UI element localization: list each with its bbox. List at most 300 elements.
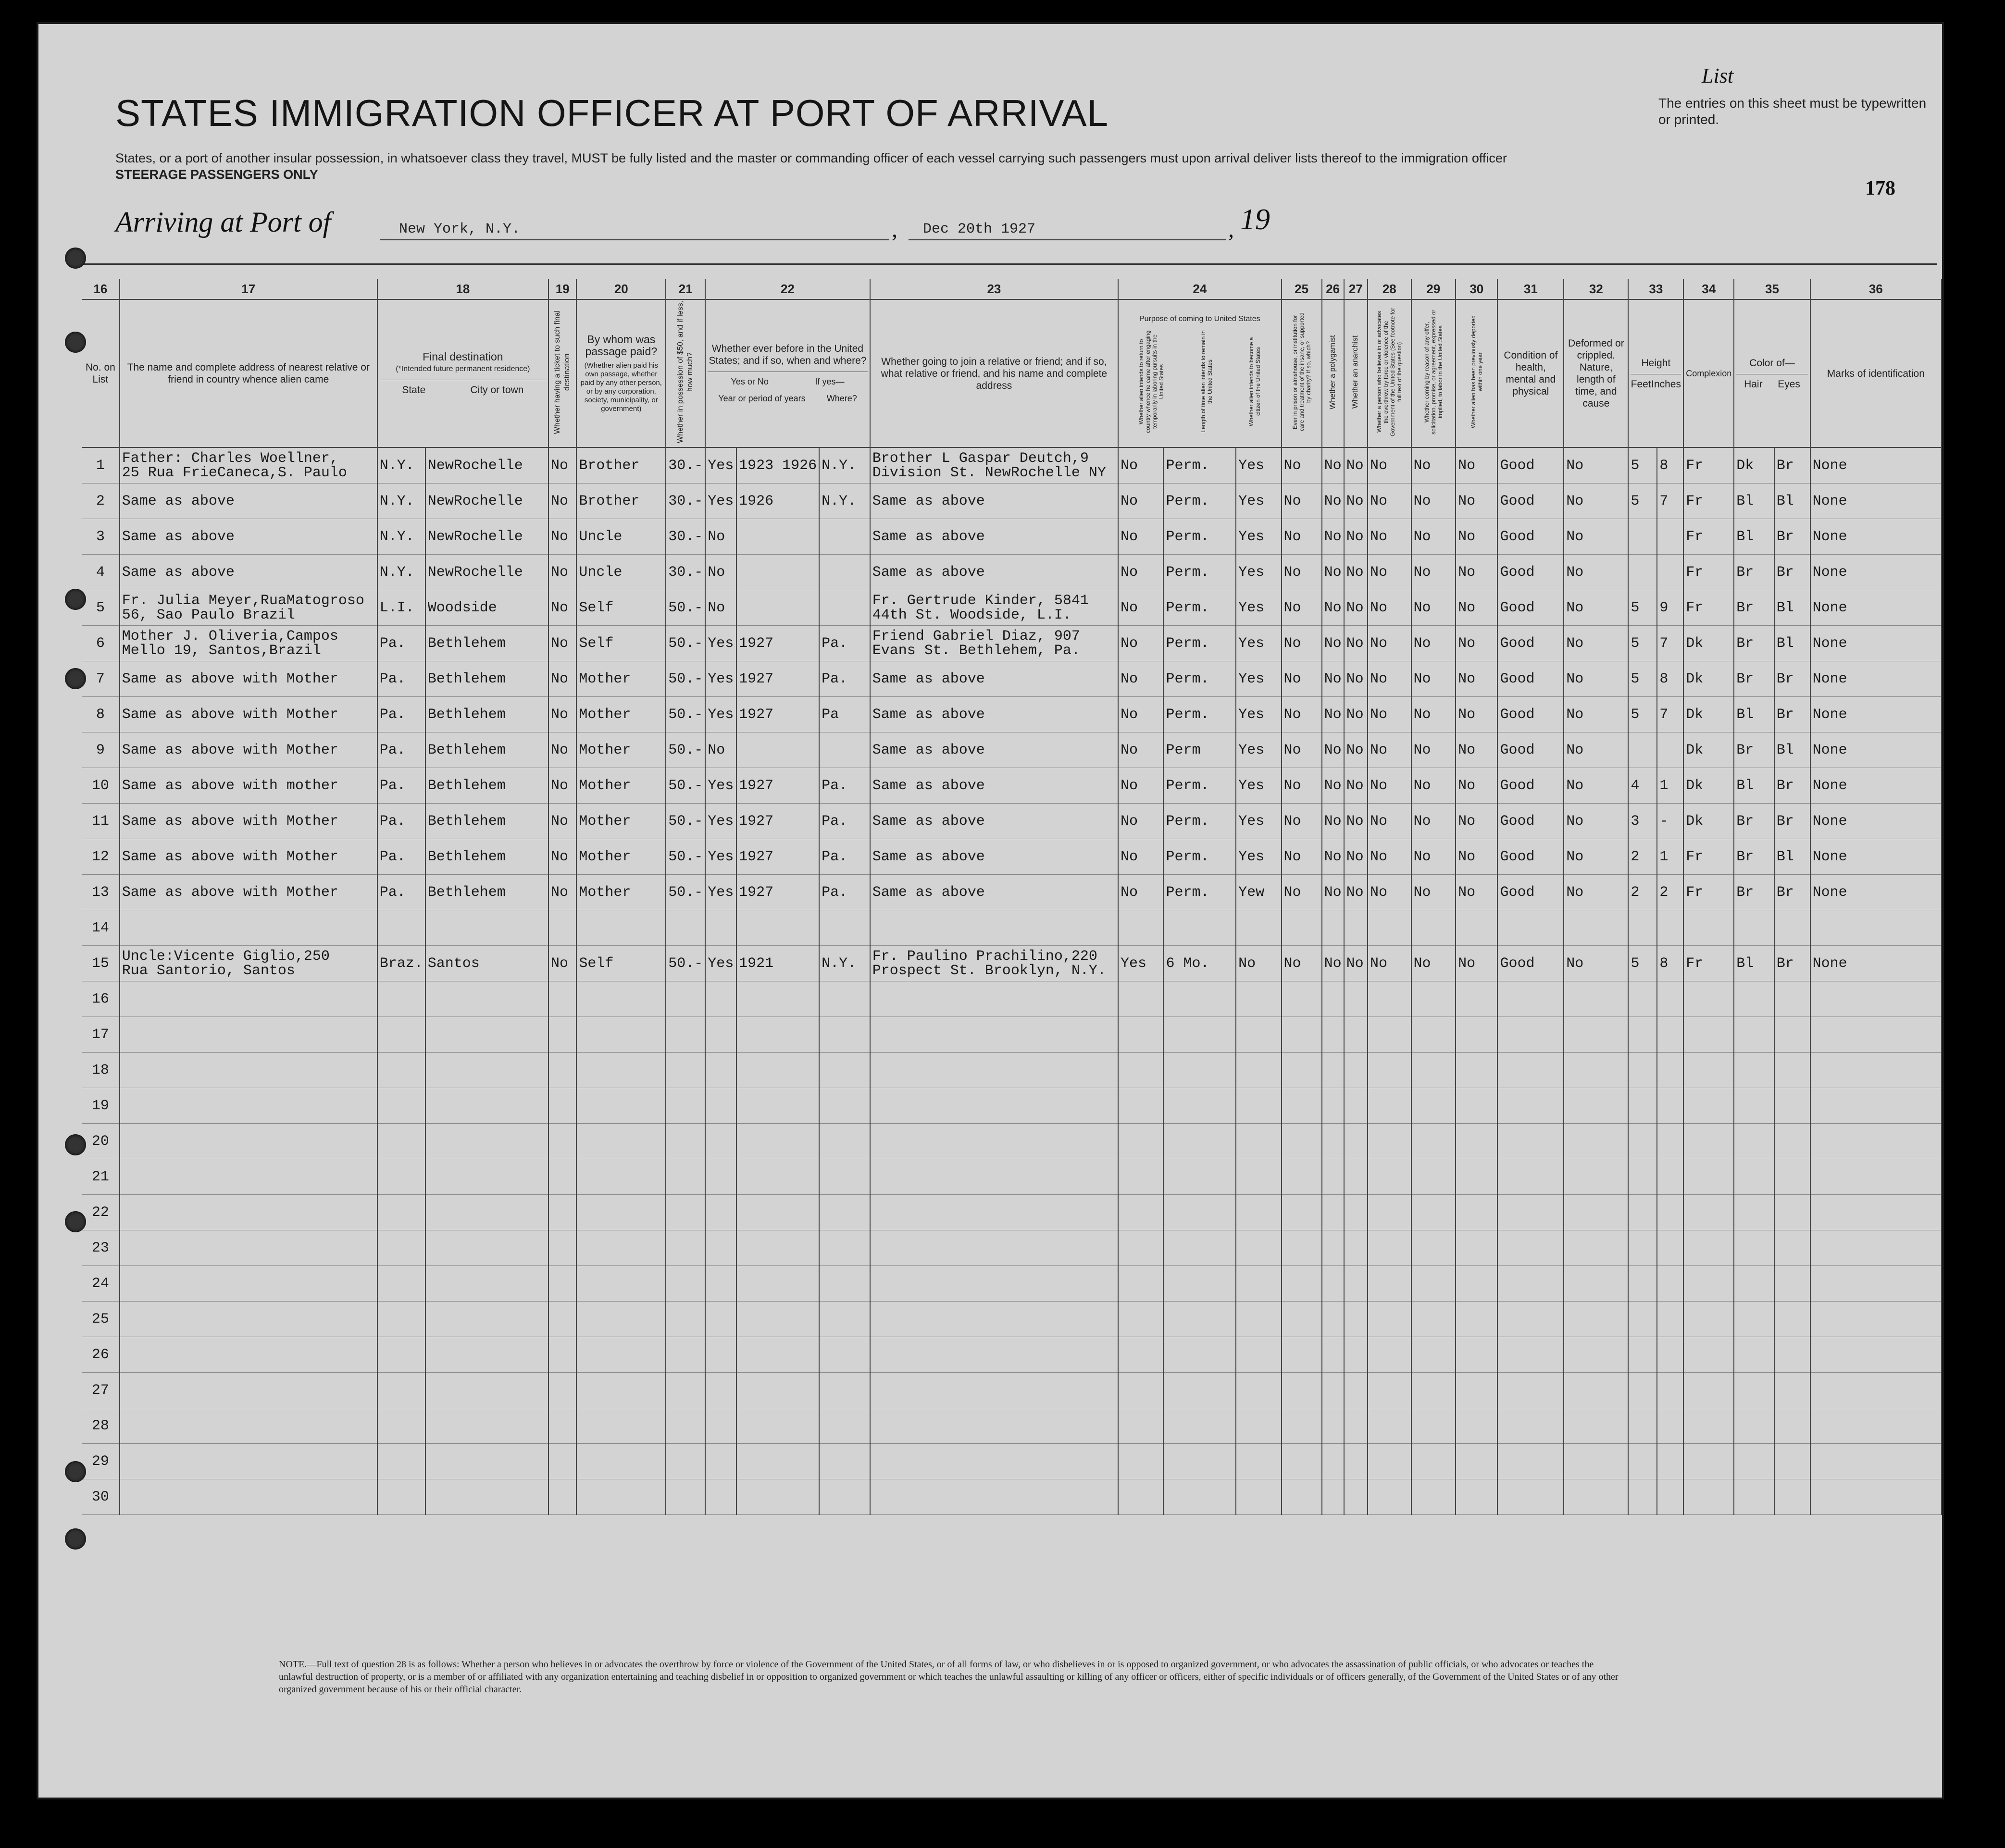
ticket-cell: No [548,839,576,875]
where-cell: Pa. [819,768,870,804]
ft-cell [1628,1088,1657,1124]
marks-cell: None [1810,732,1942,768]
eyes-cell [1774,1195,1810,1230]
paid-cell: Self [576,946,666,981]
yn-cell: No [705,732,736,768]
c27-cell [1344,1195,1368,1230]
p2-cell [1163,981,1236,1017]
yr-cell [736,1266,819,1302]
health-cell [1497,1053,1564,1088]
p3-cell: Yes [1236,839,1281,875]
city-cell: Bethlehem [425,661,548,697]
c29-cell [1411,1266,1456,1302]
joining-cell [870,1337,1118,1373]
city-cell: NewRochelle [425,484,548,519]
p2-cell: Perm. [1163,804,1236,839]
c30-cell: No [1456,839,1497,875]
money-cell: 30.- [666,519,705,555]
eyes-cell [1774,1159,1810,1195]
table-row [82,1444,1942,1479]
ticket-cell [548,1088,576,1124]
c26-cell: No [1322,590,1344,626]
city-cell: NewRochelle [425,555,548,590]
manifest-table [82,279,1942,1515]
table-row [82,484,1942,519]
no-cell: 25 [82,1302,120,1337]
joining-cell: Same as above [870,732,1118,768]
yn-cell: No [705,519,736,555]
ticket-cell: No [548,626,576,661]
p3-cell [1236,1159,1281,1195]
deformed-cell [1564,981,1628,1017]
c27-cell [1344,1017,1368,1053]
city-cell [425,1408,548,1444]
deformed-cell: No [1564,519,1628,555]
hair-cell: Bl [1734,768,1774,804]
relative-cell [120,1479,377,1515]
money-cell [666,1302,705,1337]
joining-cell: Same as above [870,768,1118,804]
ft-cell: 5 [1628,661,1657,697]
ticket-cell: No [548,661,576,697]
yn-cell: Yes [705,447,736,484]
ticket-cell: No [548,732,576,768]
c26-cell [1322,1017,1344,1053]
c26-cell: No [1322,768,1344,804]
hair-cell [1734,1373,1774,1408]
ticket-cell [548,1408,576,1444]
paid-cell: Brother [576,447,666,484]
city-cell [425,1266,548,1302]
hair-cell [1734,1053,1774,1088]
p1-cell [1118,1266,1163,1302]
paid-cell: Mother [576,804,666,839]
ticket-cell [548,1053,576,1088]
p3-cell [1236,1373,1281,1408]
p2-cell [1163,1230,1236,1266]
c27-cell: No [1344,519,1368,555]
yr-cell [736,1373,819,1408]
comp-cell: Fr [1683,447,1734,484]
deformed-cell [1564,1373,1628,1408]
marks-cell [1810,1266,1942,1302]
c28-cell [1368,1302,1411,1337]
ft-cell: 5 [1628,626,1657,661]
page-number: 178 [1865,177,1895,199]
p3-cell [1236,1444,1281,1479]
hair-cell: Br [1734,875,1774,910]
city-cell: Bethlehem [425,732,548,768]
c25-cell [1282,1302,1322,1337]
in-cell: - [1657,804,1683,839]
list-note: The entries on this sheet must be typewritten or printed. [1658,96,1927,127]
relative-cell [120,1444,377,1479]
joining-cell: Same as above [870,555,1118,590]
c26-cell [1322,981,1344,1017]
table-row [82,946,1942,981]
c30-cell [1456,1230,1497,1266]
where-cell [819,1017,870,1053]
in-cell: 8 [1657,946,1683,981]
city-cell [425,1053,548,1088]
no-cell: 17 [82,1017,120,1053]
c26-cell [1322,1337,1344,1373]
c27-cell [1344,981,1368,1017]
hair-cell [1734,1159,1774,1195]
state-cell: Pa. [377,626,425,661]
c28-cell: No [1368,447,1411,484]
c25-cell [1282,1408,1322,1444]
deformed-cell: No [1564,946,1628,981]
c25-cell: No [1282,697,1322,732]
c30-cell [1456,910,1497,946]
deformed-cell: No [1564,875,1628,910]
p1-cell [1118,1195,1163,1230]
city-cell [425,1195,548,1230]
c30-cell: No [1456,768,1497,804]
p1-cell: No [1118,875,1163,910]
c30-cell: No [1456,875,1497,910]
money-cell [666,1337,705,1373]
arrival-date: Dec 20th 1927 [923,221,1036,237]
hair-cell [1734,1088,1774,1124]
c25-cell: No [1282,447,1322,484]
in-cell [1657,910,1683,946]
ticket-cell [548,1159,576,1195]
c27-cell: No [1344,946,1368,981]
no-cell: 7 [82,661,120,697]
p1-cell: No [1118,447,1163,484]
table-row [82,875,1942,910]
c25-cell [1282,1266,1322,1302]
c27-cell [1344,1053,1368,1088]
comp-cell [1683,1159,1734,1195]
c28-cell [1368,1408,1411,1444]
health-cell: Good [1497,768,1564,804]
ticket-cell: No [548,804,576,839]
state-cell: N.Y. [377,555,425,590]
joining-cell: Fr. Paulino Prachilino,220 Prospect St. Brooklyn, N.Y. [870,946,1118,981]
yn-cell [705,1053,736,1088]
c27-cell: No [1344,447,1368,484]
health-cell [1497,1444,1564,1479]
c25-cell [1282,1337,1322,1373]
city-cell [425,1479,548,1515]
yr-cell [736,1159,819,1195]
table-row [82,590,1942,626]
comp-cell [1683,1088,1734,1124]
p2-cell: 6 Mo. [1163,946,1236,981]
c26-cell: No [1322,519,1344,555]
hair-cell [1734,1408,1774,1444]
table-row [82,1479,1942,1515]
city-cell [425,1088,548,1124]
c30-cell [1456,1337,1497,1373]
comp-cell [1683,1053,1734,1088]
state-cell [377,1053,425,1088]
yn-cell: Yes [705,697,736,732]
p3-cell [1236,910,1281,946]
paid-cell [576,1159,666,1195]
no-cell: 12 [82,839,120,875]
c28-cell: No [1368,590,1411,626]
yn-cell [705,1337,736,1373]
yr-cell: 1927 [736,804,819,839]
deformed-cell [1564,910,1628,946]
c28-cell: No [1368,946,1411,981]
no-cell: 22 [82,1195,120,1230]
p2-cell [1163,1159,1236,1195]
c25-cell [1282,1159,1322,1195]
no-cell: 16 [82,981,120,1017]
c27-cell: No [1344,839,1368,875]
p2-cell [1163,910,1236,946]
in-cell: 9 [1657,590,1683,626]
comp-cell [1683,1195,1734,1230]
c26-cell [1322,1373,1344,1408]
paid-cell [576,1088,666,1124]
relative-cell: Same as above [120,555,377,590]
deformed-cell [1564,1195,1628,1230]
c26-cell: No [1322,875,1344,910]
comp-cell: Fr [1683,555,1734,590]
yr-cell [736,1195,819,1230]
yn-cell [705,1017,736,1053]
money-cell: 50.- [666,661,705,697]
deformed-cell: No [1564,697,1628,732]
where-cell: Pa. [819,875,870,910]
c26-cell [1322,1479,1344,1515]
comp-cell: Fr [1683,484,1734,519]
ticket-cell [548,1337,576,1373]
c28-cell [1368,1053,1411,1088]
comp-cell [1683,1302,1734,1337]
p1-cell [1118,1408,1163,1444]
state-cell [377,1408,425,1444]
no-cell: 15 [82,946,120,981]
money-cell [666,1017,705,1053]
hair-cell: Br [1734,590,1774,626]
money-cell [666,1444,705,1479]
p3-cell [1236,1124,1281,1159]
table-row [82,910,1942,946]
c28-cell [1368,1088,1411,1124]
ft-cell [1628,1124,1657,1159]
where-cell [819,1479,870,1515]
table-row [82,1302,1942,1337]
c29-cell [1411,1088,1456,1124]
table-row [82,697,1942,732]
p3-cell [1236,1053,1281,1088]
p3-cell: Yes [1236,519,1281,555]
p3-cell [1236,1088,1281,1124]
hair-cell [1734,1337,1774,1373]
joining-cell: Friend Gabriel Diaz, 907 Evans St. Bethlehem, Pa. [870,626,1118,661]
ft-cell [1628,1195,1657,1230]
c25-cell: No [1282,946,1322,981]
money-cell: 50.- [666,804,705,839]
c26-cell [1322,1408,1344,1444]
c28-cell [1368,1266,1411,1302]
city-cell [425,1444,548,1479]
money-cell: 50.- [666,697,705,732]
c27-cell: No [1344,875,1368,910]
paid-cell [576,1373,666,1408]
c29-cell [1411,1053,1456,1088]
deformed-cell [1564,1444,1628,1479]
p2-cell [1163,1302,1236,1337]
city-cell: NewRochelle [425,519,548,555]
c27-cell [1344,1479,1368,1515]
c25-cell: No [1282,519,1322,555]
marks-cell [1810,1124,1942,1159]
deformed-cell [1564,1088,1628,1124]
instructions-text: States, or a port of another insular possession, in whatsoever class they travel, MUST be fully listed and the master or commanding officer of each vessel carrying such passengers must upon arrival deliver lists thereof to the immigration officer STEERAGE PASSENGERS ONLY [115,151,1507,182]
hair-cell: Bl [1734,946,1774,981]
marks-cell [1810,1373,1942,1408]
state-cell: N.Y. [377,484,425,519]
yn-cell: Yes [705,804,736,839]
where-cell [819,519,870,555]
page-title: STATES IMMIGRATION OFFICER AT PORT OF ARRIVAL [115,92,1109,134]
paid-cell [576,1195,666,1230]
city-cell: NewRochelle [425,447,548,484]
eyes-cell: Br [1774,447,1810,484]
ticket-cell: No [548,768,576,804]
c28-cell: No [1368,555,1411,590]
c29-cell [1411,981,1456,1017]
eyes-cell: Bl [1774,732,1810,768]
table-row [82,1337,1942,1373]
city-cell: Bethlehem [425,875,548,910]
ticket-cell: No [548,447,576,484]
c25-cell: No [1282,768,1322,804]
comp-cell [1683,981,1734,1017]
p3-cell [1236,1337,1281,1373]
marks-cell [1810,1088,1942,1124]
joining-cell: Same as above [870,839,1118,875]
paid-cell: Mother [576,732,666,768]
column-headers-row: No. on List The name and complete address of nearest relative or friend in country whence alien came Final destination (*Intended future permanent residence) State City or town Whether having a ticket to such final destination By whom was passage paid? (Whether alien paid his own passage, whether paid by any other person, or by any corporation, society, municipality, or government) Whether in possession of $50, and if less, how much? Whether ever before in the United States; and if so, when and where? Yes or No If yes— Year or period of years Where? Whether going to join a relative or friend; and if so, what relative or friend, and his name and complete address Purpose of coming to United States Whether alien intends to return to country whence he came after engaging temporarily in laboring pursuits in the United States Length of time alien intends to remain in the United States Whether alien intends to become a citizen of the United States Ever in prison or almshouse, or institution for care and treatment of the insane, or supported by charity? If so, which? Whether a polygamist Whether an anarchist Whether a person who believes in or advocates the overthrow by force or violence of the Government of the United States (See footnote for full text of the question) Whether coming by reason of any offer, solicitation, promise, or agreement, expressed or implied, to labor in the United States Whether alien has been previously deported within one year Condition of health, mental and physical Deformed or crippled. Nature, length of time, and cause Height Feet Inches Complexion Color of— Hair Eyes Marks of identification [82,299,1942,447]
joining-cell: Same as above [870,519,1118,555]
relative-cell [120,1337,377,1373]
ft-cell [1628,732,1657,768]
c27-cell: No [1344,484,1368,519]
comp-cell: Dk [1683,626,1734,661]
marks-cell: None [1810,839,1942,875]
c29-cell [1411,1195,1456,1230]
eyes-cell: Br [1774,946,1810,981]
health-cell: Good [1497,447,1564,484]
table-row [82,661,1942,697]
eyes-cell: Br [1774,804,1810,839]
relative-cell [120,1266,377,1302]
money-cell [666,981,705,1017]
state-cell: Pa. [377,768,425,804]
c29-cell [1411,1230,1456,1266]
p1-cell: No [1118,732,1163,768]
marks-cell: None [1810,768,1942,804]
c27-cell [1344,1444,1368,1479]
where-cell [819,1195,870,1230]
joining-cell: Same as above [870,661,1118,697]
state-cell: N.Y. [377,447,425,484]
p1-cell: No [1118,839,1163,875]
money-cell: 50.- [666,590,705,626]
comp-cell [1683,1230,1734,1266]
city-cell [425,1230,548,1266]
ft-cell: 2 [1628,875,1657,910]
joining-cell [870,1373,1118,1408]
in-cell [1657,1088,1683,1124]
money-cell [666,1266,705,1302]
health-cell [1497,1302,1564,1337]
table-row [82,626,1942,661]
deformed-cell [1564,1230,1628,1266]
c30-cell: No [1456,519,1497,555]
no-cell: 24 [82,1266,120,1302]
c25-cell [1282,1124,1322,1159]
c30-cell [1456,1302,1497,1337]
city-cell [425,1373,548,1408]
money-cell [666,1479,705,1515]
paid-cell: Mother [576,661,666,697]
state-cell [377,1479,425,1515]
joining-cell [870,910,1118,946]
no-cell: 9 [82,732,120,768]
relative-cell: Same as above with Mother [120,875,377,910]
p1-cell: No [1118,768,1163,804]
p3-cell: Yes [1236,555,1281,590]
p3-cell: Yes [1236,447,1281,484]
ft-cell: 2 [1628,839,1657,875]
in-cell [1657,1266,1683,1302]
joining-cell [870,1302,1118,1337]
c27-cell [1344,1124,1368,1159]
in-cell: 8 [1657,447,1683,484]
eyes-cell [1774,1479,1810,1515]
health-cell: Good [1497,661,1564,697]
relative-cell [120,1088,377,1124]
p1-cell: No [1118,626,1163,661]
p2-cell [1163,1053,1236,1088]
where-cell [819,1088,870,1124]
c29-cell: No [1411,519,1456,555]
joining-cell [870,1124,1118,1159]
p1-cell [1118,1230,1163,1266]
c29-cell [1411,1408,1456,1444]
c30-cell: No [1456,661,1497,697]
paid-cell: Mother [576,768,666,804]
p1-cell [1118,1337,1163,1373]
yr-cell [736,1017,819,1053]
paid-cell [576,1230,666,1266]
money-cell [666,1053,705,1088]
where-cell: Pa. [819,839,870,875]
joining-cell [870,1017,1118,1053]
c28-cell: No [1368,732,1411,768]
p2-cell: Perm. [1163,555,1236,590]
c29-cell [1411,1017,1456,1053]
paid-cell: Mother [576,875,666,910]
paid-cell [576,1053,666,1088]
health-cell: Good [1497,875,1564,910]
c30-cell [1456,1479,1497,1515]
no-cell: 28 [82,1408,120,1444]
hair-cell [1734,1302,1774,1337]
yr-cell: 1927 [736,661,819,697]
eyes-cell: Bl [1774,590,1810,626]
